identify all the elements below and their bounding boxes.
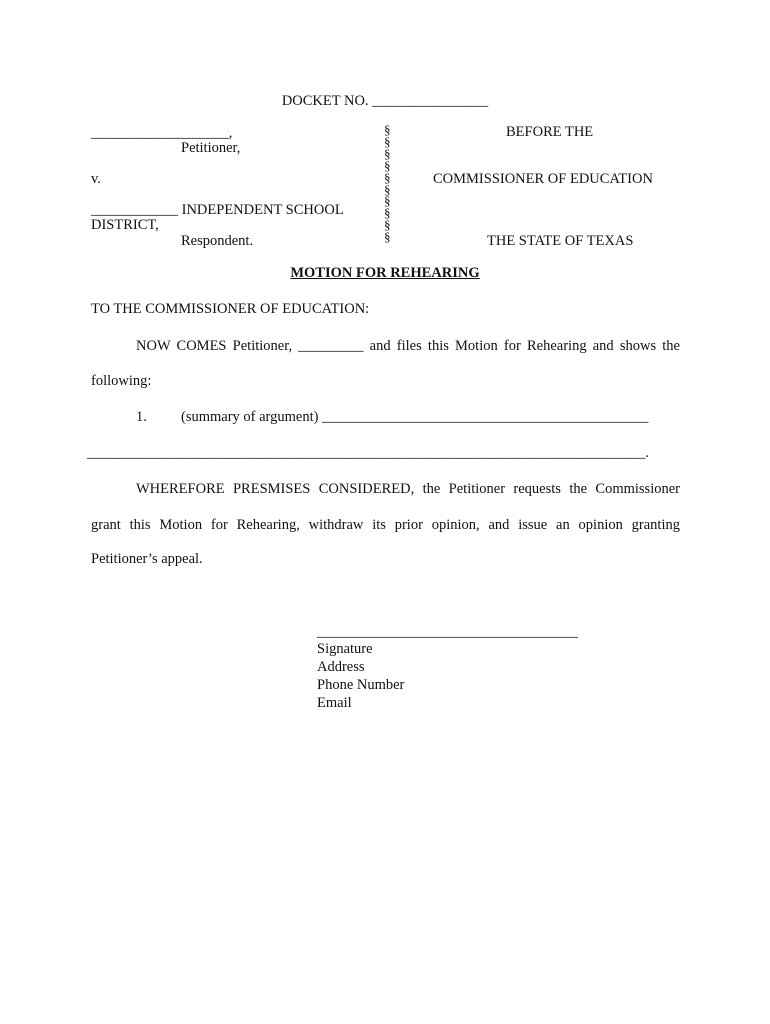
item-number: 1. — [136, 409, 147, 425]
salutation: TO THE COMMISSIONER OF EDUCATION: — [91, 301, 370, 317]
item-continuation-line: _____________________________________________________________________________. — [87, 445, 649, 461]
section-mark: § — [384, 169, 391, 185]
section-mark: § — [384, 229, 391, 245]
section-mark: § — [384, 205, 391, 221]
section-mark: § — [384, 181, 391, 197]
paragraph-1-line-2: following: — [91, 373, 152, 389]
respondent-label: Respondent. — [181, 233, 254, 249]
district-word: DISTRICT, — [91, 217, 159, 233]
petitioner-blank: ___________________, — [91, 125, 233, 141]
document-title: MOTION FOR REHEARING — [290, 265, 480, 281]
section-mark: § — [384, 157, 391, 173]
commissioner-label: COMMISSIONER OF EDUCATION — [433, 171, 653, 187]
petitioner-label: Petitioner, — [181, 140, 241, 156]
section-mark: § — [384, 133, 391, 149]
paragraph-2-line-3: Petitioner’s appeal. — [91, 551, 203, 567]
district-line: ____________ INDEPENDENT SCHOOL — [91, 202, 344, 218]
paragraph-2-line-2: grant this Motion for Rehearing, withdraw its prior opinion, and issue an opinion granting — [91, 517, 680, 533]
phone-number-label: Phone Number — [317, 677, 405, 693]
paragraph-2-line-1: WHEREFORE PRESMISES CONSIDERED, the Petitioner requests the Commissioner — [136, 481, 680, 497]
section-mark: § — [384, 217, 391, 233]
section-mark: § — [384, 193, 391, 209]
docket-number: DOCKET NO. ________________ — [281, 93, 489, 109]
email-label: Email — [317, 695, 352, 711]
versus-label: v. — [91, 171, 101, 187]
section-mark: § — [384, 122, 391, 137]
address-label: Address — [317, 659, 365, 675]
signature-line: ____________________________________ — [317, 624, 578, 640]
section-mark: § — [384, 145, 391, 161]
state-label: THE STATE OF TEXAS — [487, 233, 634, 249]
item-text: (summary of argument) _____________________________________________ — [181, 409, 649, 425]
paragraph-1-line-1: NOW COMES Petitioner, _________ and files this Motion for Rehearing and shows the — [136, 338, 680, 354]
signature-label: Signature — [317, 641, 373, 657]
signature-block — [317, 640, 404, 712]
section-marks-column — [384, 124, 394, 243]
before-the-label: BEFORE THE — [506, 124, 594, 140]
